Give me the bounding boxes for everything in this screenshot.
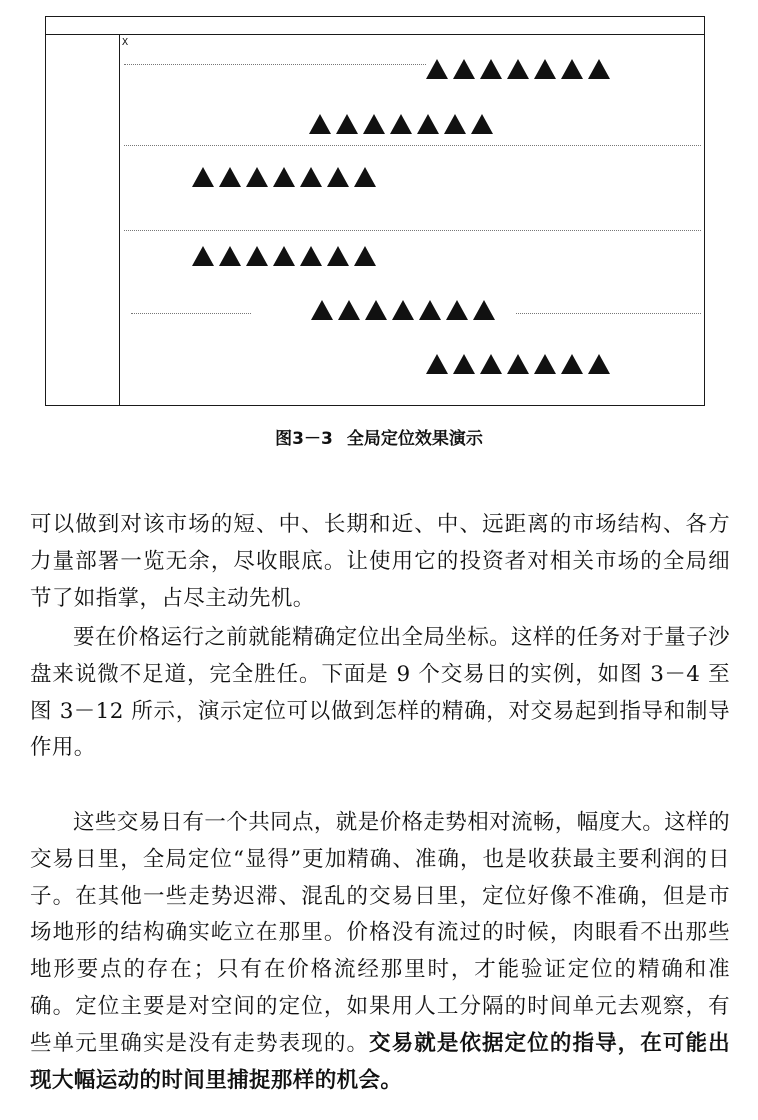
triangle-mark	[327, 167, 349, 187]
triangle-row-1	[426, 59, 610, 79]
figure-left-rule	[119, 34, 120, 405]
dotted-line	[124, 64, 426, 65]
figure-caption	[0, 424, 758, 449]
triangle-mark	[473, 300, 495, 320]
triangle-mark	[192, 246, 214, 266]
triangle-mark	[363, 114, 385, 134]
triangle-mark	[354, 246, 376, 266]
triangle-mark	[246, 167, 268, 187]
triangle-mark	[354, 167, 376, 187]
triangle-row-5	[311, 300, 495, 320]
triangle-mark	[588, 59, 610, 79]
triangle-row-2	[309, 114, 493, 134]
figure-top-rule	[46, 34, 704, 35]
dotted-line	[131, 313, 251, 314]
triangle-mark	[561, 354, 583, 374]
triangle-mark	[534, 59, 556, 79]
paragraph-1: 可以做到对该市场的短、中、长期和近、中、远距离的市场结构、各方力量部署一览无余，尽收眼底。让使用它的投资者对相关市场的全局细节了如指掌，占尽主动先机。	[30, 512, 730, 611]
caption-title: 全局定位效果演示	[346, 429, 483, 449]
triangle-mark	[417, 114, 439, 134]
triangle-mark	[426, 59, 448, 79]
triangle-mark	[246, 246, 268, 266]
caption-number: 图3－3	[275, 429, 333, 449]
triangle-mark	[365, 300, 387, 320]
triangle-mark	[219, 167, 241, 187]
triangle-mark	[480, 59, 502, 79]
triangle-mark	[300, 167, 322, 187]
triangle-mark	[480, 354, 502, 374]
triangle-mark	[219, 246, 241, 266]
triangle-mark	[273, 167, 295, 187]
triangle-mark	[273, 246, 295, 266]
triangle-mark	[588, 354, 610, 374]
triangle-mark	[390, 114, 412, 134]
triangle-mark	[327, 246, 349, 266]
triangle-mark	[561, 59, 583, 79]
triangle-mark	[453, 59, 475, 79]
triangle-mark	[311, 300, 333, 320]
paragraph-2: 要在价格运行之前就能精确定位出全局坐标。这样的任务对于量子沙盘来说微不足道，完全胜任。下面是 9 个交易日的实例，如图 3－4 至图 3－12 所示，演示定位可以做到怎样的精确，对交易起到指导和制导作用。	[30, 625, 731, 761]
triangle-row-6	[426, 354, 610, 374]
axis-x-label: X	[122, 37, 129, 48]
dotted-line	[124, 145, 701, 146]
triangle-mark	[336, 114, 358, 134]
triangle-mark	[192, 167, 214, 187]
triangle-mark	[446, 300, 468, 320]
paragraph-3-text: 这些交易日有一个共同点，就是价格走势相对流畅，幅度大。这样的交易日里，全局定位“显得”更加精确、准确，也是收获最主要利润的日子。在其他一些走势迟滞、混乱的交易日里，定位好像不准确，但是市场地形的结构确实屹立在那里。价格没有流过的时候，肉眼看不出那些地形要点的存在；只有在价格流经那里时，才能验证定位的精确和准确。定位主要是对空间的定位，如果用人工分隔的时间单元去观察，有些单元里确实是没有走势表现的。	[30, 810, 731, 1056]
triangle-mark	[507, 354, 529, 374]
dotted-line	[124, 230, 701, 231]
triangle-mark	[471, 114, 493, 134]
triangle-mark	[453, 354, 475, 374]
triangle-mark	[309, 114, 331, 134]
triangle-row-4	[192, 246, 376, 266]
triangle-mark	[338, 300, 360, 320]
paragraph-3	[30, 805, 730, 1099]
triangle-mark	[507, 59, 529, 79]
triangle-mark	[392, 300, 414, 320]
triangle-mark	[419, 300, 441, 320]
triangle-mark	[534, 354, 556, 374]
paragraph-3-bold-text: 交易就是依据定位的指导，在可能出现大幅运动的时间里捕捉那样的机会。	[30, 1030, 730, 1093]
figure-3-3	[45, 16, 705, 406]
triangle-mark	[444, 114, 466, 134]
dotted-line	[516, 313, 701, 314]
triangle-row-3	[192, 167, 376, 187]
triangle-mark	[426, 354, 448, 374]
triangle-mark	[300, 246, 322, 266]
